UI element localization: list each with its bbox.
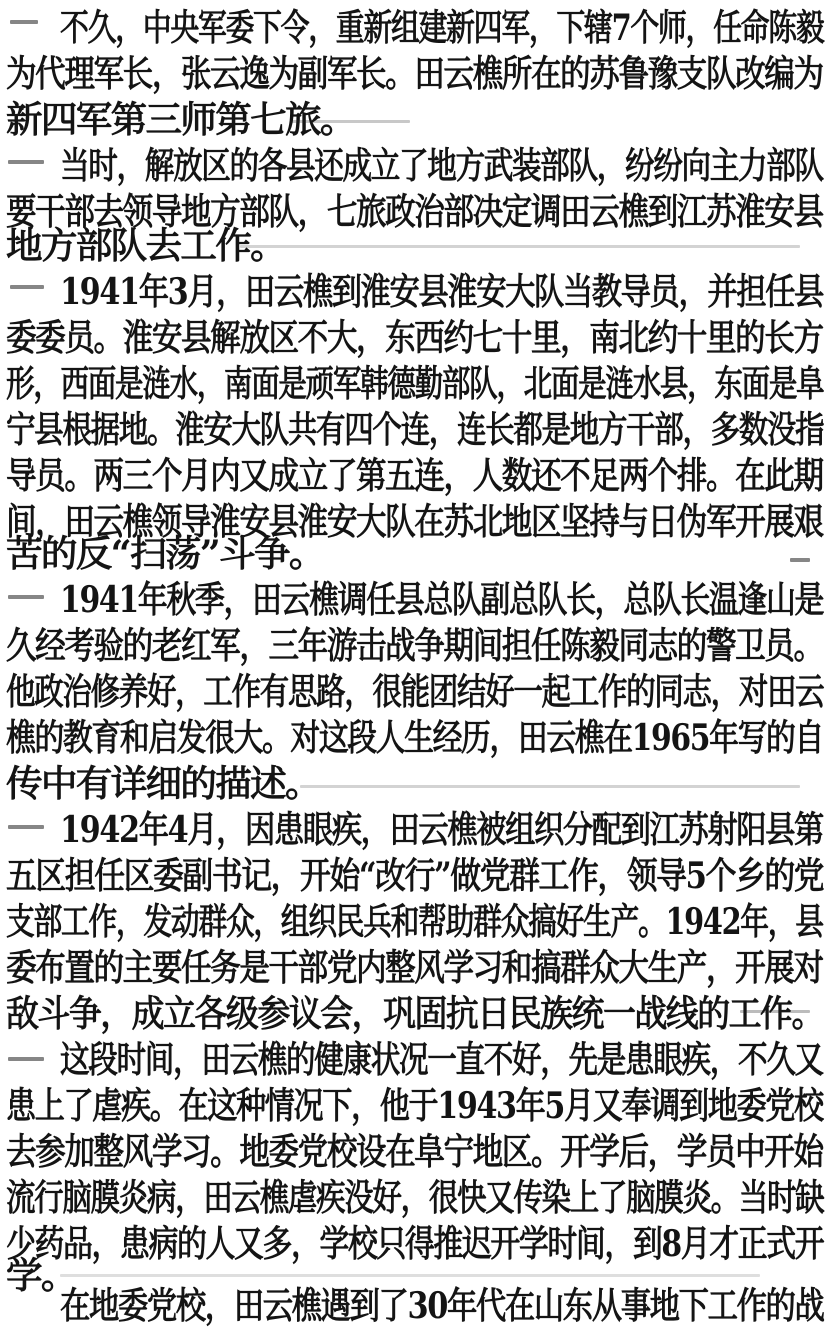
text-line: 委布置的主要任务是干部党内整风学习和搞群众大生产，开展对 <box>6 946 823 989</box>
scan-speck <box>8 160 44 164</box>
text-line: 敌斗争，成立各级参议会，巩固抗日民族统一战线的工作。 <box>6 992 823 1035</box>
text-line: 少药品，患病的人又多，学校只得推迟开学时间，到8月才正式开 <box>6 1222 824 1265</box>
text-line: 流行脑膜炎病，田云樵虐疾没好，很快又传染上了脑膜炎。当时缺 <box>6 1176 824 1219</box>
scan-speck <box>240 245 800 248</box>
text-line: 不久，中央军委下令，重新组建新四军，下辖7个师，任命陈毅 <box>60 6 824 49</box>
text-line: 新四军第三师第七旅。 <box>6 98 355 141</box>
text-line: 当时，解放区的各县还成立了地方武装部队，纷纷向主力部队 <box>60 144 823 187</box>
text-line: 导员。两三个月内又成立了第五连，人数还不足两个排。在此期 <box>6 454 823 497</box>
text-line: 五区担任区委副书记，开始“改行”做党群工作，领导5个乡的党 <box>6 854 824 897</box>
scan-speck <box>300 785 800 788</box>
scan-speck <box>740 1010 810 1013</box>
text-line: 为代理军长，张云逸为副军长。田云樵所在的苏鲁豫支队改编为 <box>6 52 823 95</box>
scan-speck <box>790 558 810 562</box>
scan-speck <box>290 120 410 123</box>
text-line: 这段时间，田云樵的健康状况一直不好，先是患眼疾，不久又 <box>60 1038 823 1081</box>
text-line: 传中有详细的描述。 <box>6 762 320 805</box>
scan-speck <box>10 20 38 24</box>
scan-speck <box>8 825 44 829</box>
text-line: 他政治修养好，工作有思路，很能团结好一起工作的同志，对田云 <box>6 670 824 713</box>
text-line: 1941年3月，田云樵到淮安县淮安大队当教导员，并担任县 <box>60 270 823 313</box>
text-line: 支部工作，发动群众，组织民兵和帮助群众搞好生产。1942年，县 <box>6 900 823 943</box>
text-line: 去参加整风学习。地委党校设在阜宁地区。开学后，学员中开始 <box>6 1130 823 1173</box>
text-line: 要干部去领导地方部队，七旅政治部决定调田云樵到江苏淮安县 <box>6 190 823 233</box>
text-line: 1942年4月，因患眼疾，田云樵被组织分配到江苏射阳县第 <box>60 808 823 851</box>
text-line: 患上了虐疾。在这种情况下，他于1943年5月又奉调到地委党校 <box>6 1084 823 1127</box>
text-line: 久经考验的老红军，三年游击战争期间担任陈毅同志的警卫员。 <box>6 624 823 667</box>
scan-speck <box>10 285 44 289</box>
scan-speck <box>8 1057 44 1061</box>
text-line: 宁县根据地。淮安大队共有四个连，连长都是地方干部，多数没指 <box>6 408 824 451</box>
text-line: 在地委党校，田云樵遇到了30年代在山东从事地下工作的战 <box>60 1284 824 1327</box>
text-line: 委委员。淮安县解放区不大，东西约七十里，南北约十里的长方 <box>6 316 823 359</box>
text-line: 樵的教育和启发很大。对这段人生经历，田云樵在1965年写的自 <box>6 716 823 759</box>
scan-speck <box>60 1274 760 1277</box>
text-line: 形，西面是涟水，南面是顽军韩德勤部队，北面是涟水县，东面是阜 <box>6 362 824 405</box>
text-line: 学。 <box>6 1254 76 1297</box>
scan-speck <box>8 595 44 599</box>
text-line: 间，田云樵领导淮安县淮安大队在苏北地区坚持与日伪军开展艰 <box>6 500 823 543</box>
text-line: 地方部队去工作。 <box>6 224 286 267</box>
text-line: 1941年秋季，田云樵调任县总队副总队长，总队长温逢山是 <box>60 578 824 621</box>
text-line: 苦的反“扫荡”斗争。 <box>6 532 324 575</box>
